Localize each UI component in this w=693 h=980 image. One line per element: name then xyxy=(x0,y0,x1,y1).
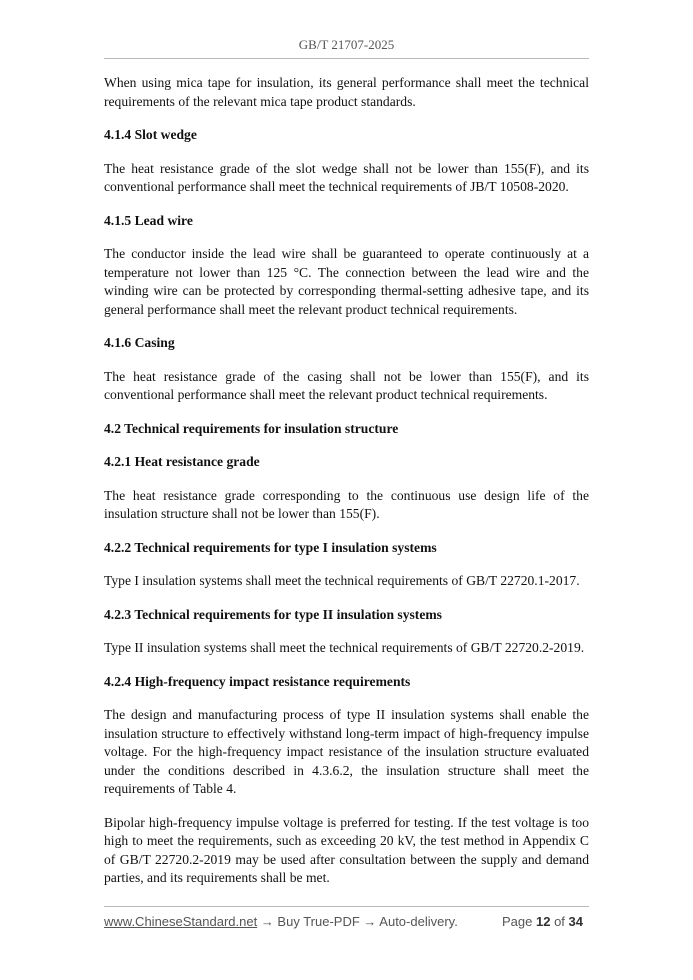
paragraph: When using mica tape for insulation, its general performance shall meet the technical requirements of the relevant mica tape product standards. xyxy=(104,75,589,109)
section-heading: 4.2.1 Heat resistance grade xyxy=(104,454,260,469)
section-heading: 4.2.4 High-frequency impact resistance requirements xyxy=(104,673,411,689)
section-heading: 4.2.2 Technical requirements for type I insulation systems xyxy=(104,539,437,555)
page-footer xyxy=(104,914,589,929)
page-header: GB/T 21707-2025 xyxy=(298,37,395,52)
paragraph: Bipolar high-frequency impulse voltage is preferred for testing. If the test voltage is too high to meet the requirements, such as exceeding 20 kV, the test method in Appendix C of GB/T 22720.2-2019 may be used after consultation between the supply and demand parties, and its requirements shall be met. xyxy=(104,814,589,885)
section-heading: 4.1.4 Slot wedge xyxy=(104,127,197,142)
footer-promo: → Buy True-PDF → Auto-delivery. xyxy=(257,914,458,929)
chinesestandard-link[interactable]: www.ChineseStandard.net xyxy=(104,914,258,929)
page-of: of xyxy=(554,914,565,929)
document-body xyxy=(104,74,589,903)
paragraph: The design and manufacturing process of type II insulation systems shall enable the insulation structure to effectively withstand long-term impact of high-frequency impulse voltage. For the high-frequency impact resistance of the insulation structure evaluated under the conditions described in 4.3.6.2, the insulation structure shall meet the requirements of Table 4. xyxy=(104,707,589,796)
paragraph: The heat resistance grade of the casing shall not be lower than 155(F), and its conventional performance shall meet the relevant product technical requirements. xyxy=(104,368,589,402)
footer-divider xyxy=(104,906,589,907)
page-label: Page xyxy=(501,914,533,929)
paragraph: The conductor inside the lead wire shall be guaranteed to operate continuously at a temperature not lower than 125 °C. The connection between the lead wire and the winding wire can be protected by corresponding thermal-setting adhesive tape, and its general performance shall meet the relevant product technical requirements. xyxy=(104,246,589,317)
section-heading: 4.1.5 Lead wire xyxy=(104,212,193,228)
paragraph: The heat resistance grade corresponding to the continuous use design life of the insulation structure shall not be lower than 155(F). xyxy=(104,487,589,521)
paragraph: Type I insulation systems shall meet the technical requirements of GB/T 22720.1-2017. xyxy=(104,573,580,588)
section-heading: 4.2 Technical requirements for insulation structure xyxy=(104,420,399,436)
paragraph: The heat resistance grade of the slot wedge shall not be lower than 155(F), and its conventional performance shall meet the technical requirements of JB/T 10508-2020. xyxy=(104,160,589,194)
section-heading: 4.1.6 Casing xyxy=(104,335,175,350)
header-divider xyxy=(104,58,589,59)
section-heading: 4.2.3 Technical requirements for type II insulation systems xyxy=(104,606,442,622)
page-current: 12 xyxy=(535,914,551,929)
paragraph: Type II insulation systems shall meet the technical requirements of GB/T 22720.2-2019. xyxy=(104,640,585,655)
page-number xyxy=(502,914,583,929)
page-total: 34 xyxy=(568,914,583,929)
